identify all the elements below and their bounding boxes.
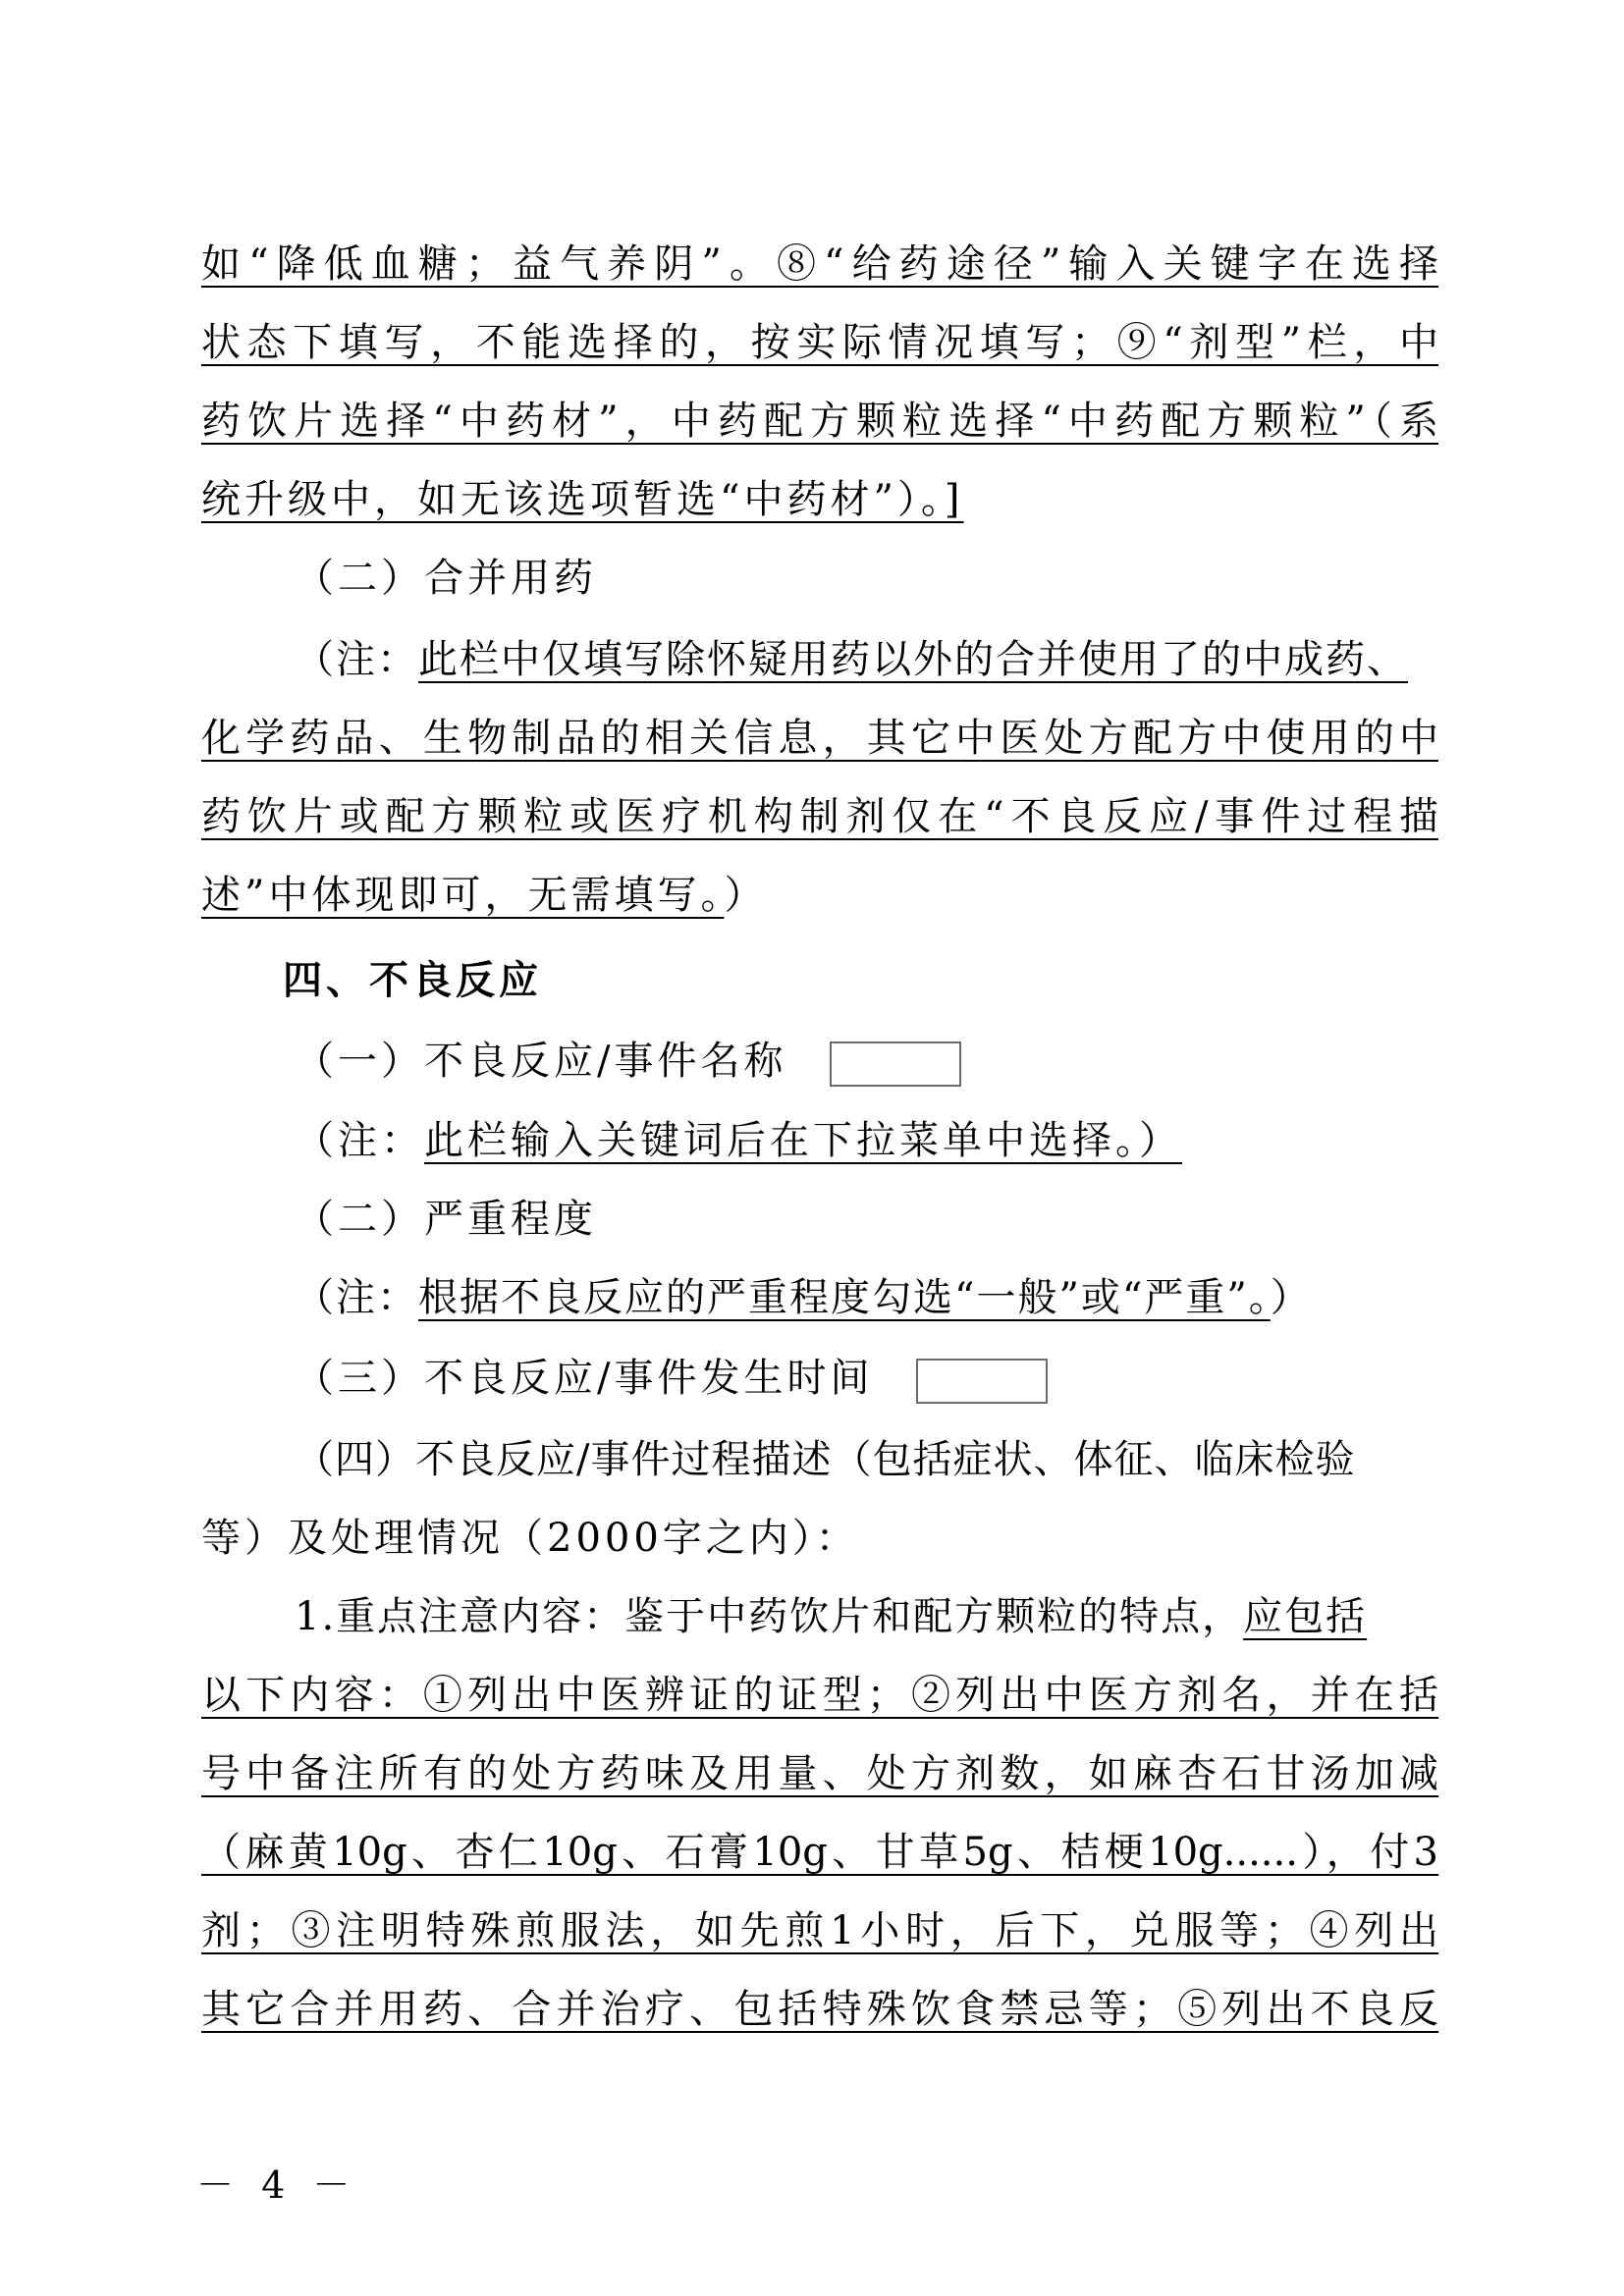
note-line	[295, 636, 1408, 683]
paragraph-line: （麻黄10g、杏仁10g、石膏10g、甘草5g、桔梗10g......），付3	[201, 1830, 1438, 1875]
note-text: 述”中体现即可，无需填写。	[201, 873, 725, 918]
paragraph-line: 等）及处理情况（2000字之内）：	[201, 1516, 859, 1561]
note-text: 根据不良反应的严重程度勾选“一般”或“严重”。	[418, 1275, 1271, 1320]
event-name-input[interactable]	[830, 1041, 961, 1087]
note-text: 此栏中仅填写除怀疑用药以外的合并使用了的中成药、	[418, 637, 1408, 682]
paragraph-line: 药饮片选择“中药材”，中药配方颗粒选择“中药配方颗粒”（系	[201, 399, 1438, 444]
note-suffix: ）	[724, 873, 768, 918]
paragraph-line: 剂；③注明特殊煎服法，如先煎1小时，后下，兑服等；④列出	[201, 1908, 1438, 1953]
paragraph-line: 状态下填写，不能选择的，按实际情况填写；⑨“剂型”栏，中	[201, 320, 1438, 365]
paragraph-line: 如“降低血糖；益气养阴”。⑧“给药途径”输入关键字在选择	[201, 241, 1438, 287]
field-row-event-time	[295, 1355, 1048, 1404]
paragraph-line: 其它合并用药、合并治疗、包括特殊饮食禁忌等；⑤列出不良反	[201, 1987, 1438, 2032]
paragraph-line: 统升级中，如无该选项暂选“中药材”）。]	[201, 477, 964, 522]
field-label-event-name: （一）不良反应/事件名称	[295, 1039, 787, 1084]
paragraph-line: 以下内容：①列出中医辨证的证型；②列出中医方剂名，并在括	[201, 1673, 1438, 1718]
event-time-input[interactable]	[916, 1359, 1048, 1404]
section-heading-concomitant-drugs: （二）合并用药	[295, 556, 597, 601]
note-line	[295, 1274, 1312, 1321]
page-number: － 4 －	[196, 2163, 358, 2207]
note-prefix: （注：	[295, 1118, 424, 1163]
paragraph-text-underlined: 应包括	[1243, 1594, 1368, 1639]
field-label-event-time: （三）不良反应/事件发生时间	[295, 1356, 874, 1401]
note-suffix: ）	[1270, 1275, 1312, 1320]
section-heading-severity: （二）严重程度	[295, 1197, 597, 1242]
note-prefix: （注：	[295, 1275, 418, 1320]
paragraph-line	[201, 872, 767, 919]
paragraph-line	[295, 1593, 1367, 1640]
note-prefix: （注：	[295, 637, 418, 682]
paragraph-text: 1.重点注意内容：鉴于中药饮片和配方颗粒的特点，	[295, 1594, 1244, 1639]
section-heading-adverse-reaction: 四、不良反应	[283, 958, 542, 1003]
paragraph-line: 药饮片或配方颗粒或医疗机构制剂仅在“不良反应/事件过程描	[201, 794, 1438, 839]
field-row-event-name	[295, 1038, 961, 1087]
paragraph-line: 号中备注所有的处方药味及用量、处方剂数，如麻杏石甘汤加减	[201, 1751, 1438, 1796]
paragraph-line: 化学药品、生物制品的相关信息，其它中医处方配方中使用的中	[201, 716, 1438, 761]
note-line	[295, 1117, 1182, 1164]
paragraph-line: （四）不良反应/事件过程描述（包括症状、体征、临床检验	[295, 1437, 1356, 1482]
note-text: 此栏输入关键词后在下拉菜单中选择。）	[424, 1118, 1182, 1163]
